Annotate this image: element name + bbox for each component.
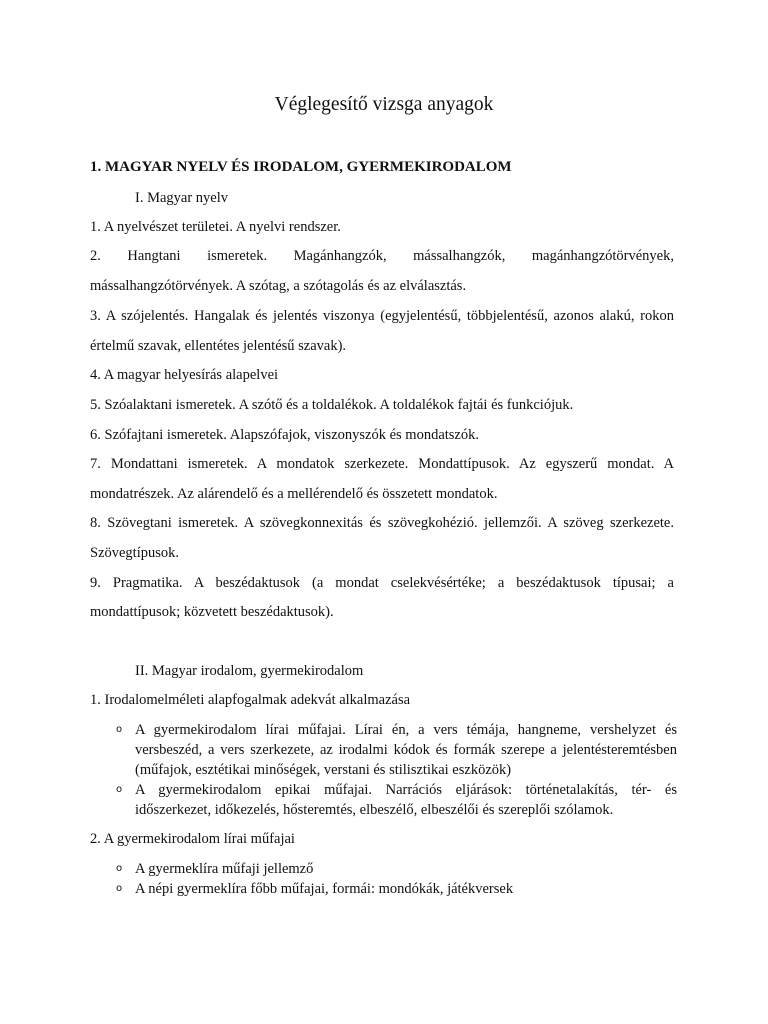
- list-item-line: 8. Szövegtani ismeretek. A szövegkonnexitás és szövegkohézió. jellemzői. A szöveg szerkezete.: [90, 515, 674, 531]
- bullet-marker-icon: o: [116, 863, 123, 874]
- list-item-line: 1. A nyelvészet területei. A nyelvi rendszer.: [90, 219, 341, 235]
- bullet-item-line: versbeszéd, a vers szerkezete, az irodalmi kódok és formák szerepe a jelentésteremtésben: [135, 742, 677, 758]
- bullet-marker-icon: o: [116, 724, 123, 735]
- bullet-item: [135, 780, 677, 820]
- list-item-line: 4. A magyar helyesírás alapelvei: [90, 367, 279, 383]
- list-item-line: 2. Hangtani ismeretek. Magánhangzók, mássalhangzók, magánhangzótörvények,: [90, 248, 674, 264]
- bullet-item-line: A gyermeklíra műfaji jellemző: [135, 861, 314, 877]
- list-item-line: 5. Szóalaktani ismeretek. A szótő és a toldalékok. A toldalékok fajtái és funkciójuk.: [90, 397, 574, 413]
- bullet-item-line: A gyermekirodalom epikai műfajai. Narrációs eljárások: történetalakítás, tér- és: [135, 782, 677, 798]
- list-item-line: 2. A gyermekirodalom lírai műfajai: [90, 831, 295, 847]
- list-item-line: 1. Irodalomelméleti alapfogalmak adekvát alkalmazása: [90, 692, 411, 708]
- bullet-marker-icon: o: [116, 883, 123, 894]
- bullet-item-line: (műfajok, esztétikai minőségek, verstani és stilisztikai eszközök): [135, 762, 512, 778]
- part-heading-magyar-irodalom: II. Magyar irodalom, gyermekirodalom: [135, 663, 364, 679]
- list-item-line: Szövegtípusok.: [90, 545, 180, 561]
- list-item-line: mondatrészek. Az alárendelő és a mellérendelő és összetett mondatok.: [90, 486, 498, 502]
- bullet-item-line: időszerkezet, időkezelés, hősteremtés, elbeszélő, elbeszélői és szereplői szólamok.: [135, 802, 614, 818]
- section-heading: 1. MAGYAR NYELV ÉS IRODALOM, GYERMEKIRODALOM: [90, 159, 512, 175]
- bullet-item: [135, 720, 677, 780]
- list-item-line: 9. Pragmatika. A beszédaktusok (a mondat cselekvésértéke; a beszédaktusok típusai; a: [90, 575, 674, 591]
- list-item-line: mondattípusok; közvetett beszédaktusok).: [90, 604, 334, 620]
- list-item-line: 6. Szófajtani ismeretek. Alapszófajok, viszonyszók és mondatszók.: [90, 427, 479, 443]
- bullet-marker-icon: o: [116, 784, 123, 795]
- bullet-item-line: A népi gyermeklíra főbb műfajai, formái: mondókák, játékversek: [135, 881, 514, 897]
- bullet-item-line: A gyermekirodalom lírai műfajai. Lírai én, a vers témája, hangneme, vershelyzet és: [135, 722, 677, 738]
- list-item-line: 3. A szójelentés. Hangalak és jelentés viszonya (egyjelentésű, többjelentésű, azonos alakú, rokon: [90, 308, 674, 324]
- document-title: Véglegesítő vizsga anyagok: [274, 94, 494, 115]
- bullet-item: [135, 859, 677, 879]
- list-item-line: mássalhangzótörvények. A szótag, a szótagolás és az elválasztás.: [90, 278, 467, 294]
- bullet-item: [135, 879, 677, 899]
- list-item-line: értelmű szavak, ellentétes jelentésű szavak).: [90, 338, 347, 354]
- part-heading-magyar-nyelv: I. Magyar nyelv: [135, 190, 229, 206]
- list-item-line: 7. Mondattani ismeretek. A mondatok szerkezete. Mondattípusok. Az egyszerű mondat. A: [90, 456, 674, 472]
